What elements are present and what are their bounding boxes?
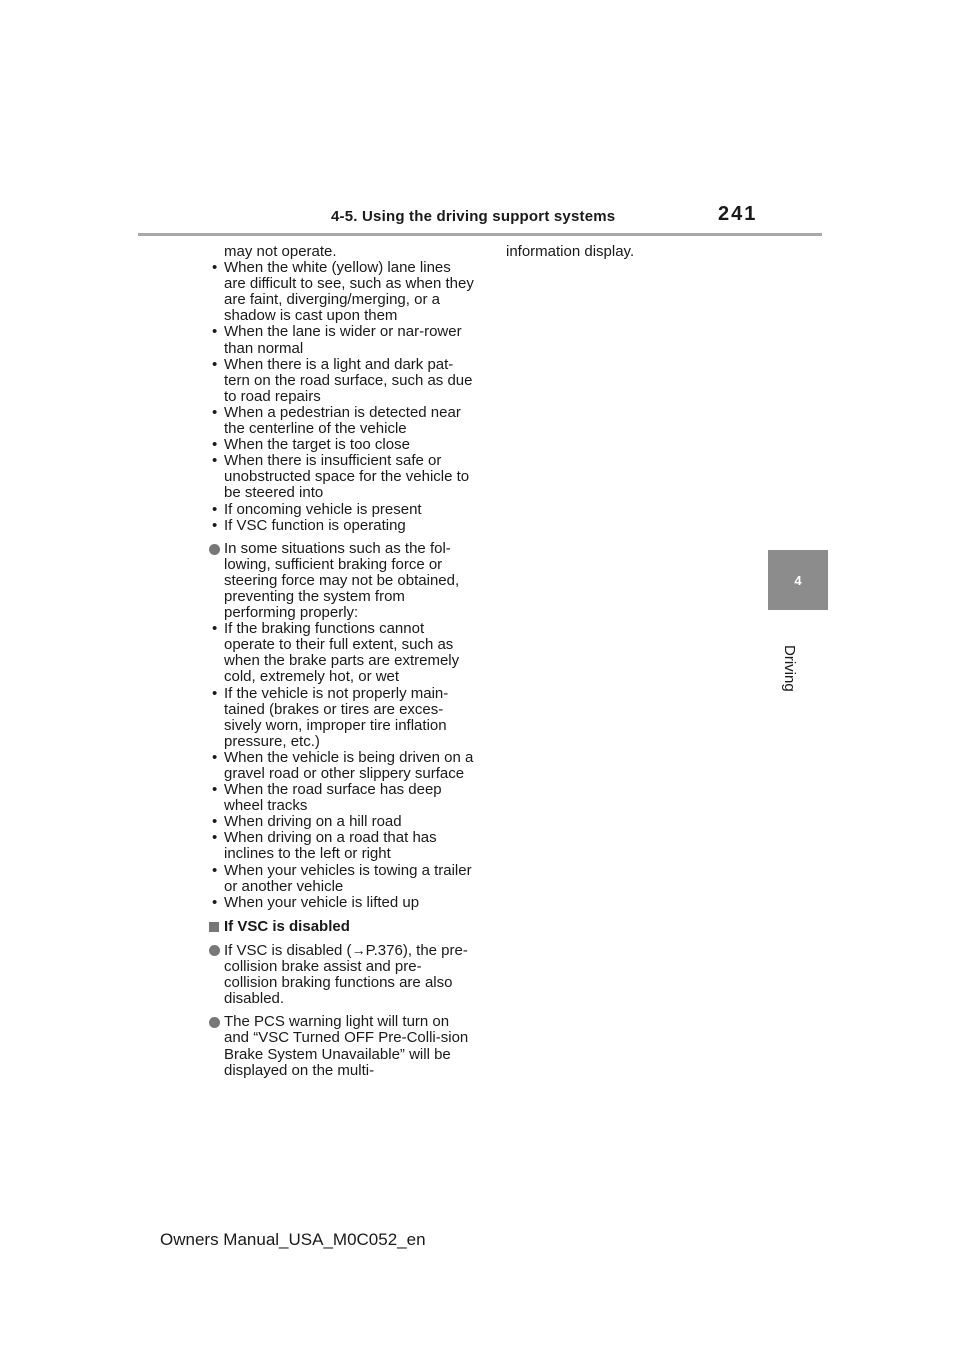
page-reference-link[interactable]: P.376), the pre-collision brake assist and pre-collision braking functions are also disabled. xyxy=(224,941,468,1008)
chapter-tab[interactable] xyxy=(768,550,828,610)
list-item: • When there is insufficient safe or unobstructed space for the vehicle to be steered into xyxy=(209,453,474,501)
header-divider xyxy=(138,233,822,236)
right-column xyxy=(506,244,756,260)
note-paragraph xyxy=(209,541,474,621)
list-item: • When the vehicle is being driven on a gravel road or other slippery surface xyxy=(209,750,474,782)
list-item: • When driving on a road that has inclines to the left or right xyxy=(209,830,474,862)
footer-text: Owners Manual_USA_M0C052_en xyxy=(160,1230,426,1249)
circle-bullet-icon xyxy=(209,544,220,555)
continued-text: information display. xyxy=(506,243,635,260)
condition-list xyxy=(209,260,474,534)
list-item: • When your vehicles is towing a trailer or another vehicle xyxy=(209,863,474,895)
subheading xyxy=(209,919,474,935)
list-item: • If the vehicle is not properly main-tained (brakes or tires are exces-sively worn, improper tire inflation pressure, etc.) xyxy=(209,686,474,750)
list-item: • When a pedestrian is detected near the centerline of the vehicle xyxy=(209,405,474,437)
list-item: • If the braking functions cannot operate to their full extent, such as when the brake parts are extremely cold, extremely hot, or wet xyxy=(209,621,474,685)
list-item: • If oncoming vehicle is present xyxy=(209,502,474,518)
square-bullet-icon xyxy=(209,922,219,932)
list-item: • When driving on a hill road xyxy=(209,814,474,830)
chapter-number: 4 xyxy=(794,572,802,588)
note-text: The PCS warning light will turn on and “VSC Turned OFF Pre-Colli-sion Brake System Unavailable” will be displayed on the multi- xyxy=(224,1013,469,1079)
list-item: • When your vehicle is lifted up xyxy=(209,895,474,911)
note-paragraph xyxy=(209,1014,474,1078)
continued-text: may not operate. xyxy=(224,243,337,260)
page-number: 241 xyxy=(718,203,758,225)
left-column xyxy=(209,244,474,1079)
note-paragraph xyxy=(209,942,474,1007)
list-item: • When the target is too close xyxy=(209,437,474,453)
note-text: In some situations such as the fol-lowing, sufficient braking force or steering force may not be obtained, preventing the system from performing properly: xyxy=(224,539,460,622)
note-text: If VSC is disabled ( xyxy=(224,941,352,959)
arrow-right-icon: → xyxy=(351,941,366,958)
list-item: • When the white (yellow) lane lines are difficult to see, such as when they are faint, diverging/merging, or a shadow is cast upon them xyxy=(209,260,474,324)
list-item: • When the road surface has deep wheel tracks xyxy=(209,782,474,814)
subheading-text: If VSC is disabled xyxy=(224,917,350,935)
list-item: • If VSC function is operating xyxy=(209,518,474,534)
section-title: 4-5. Using the driving support systems xyxy=(331,208,616,225)
circle-bullet-icon xyxy=(209,945,220,956)
list-item: • When there is a light and dark pat-tern on the road surface, such as due to road repairs xyxy=(209,357,474,405)
chapter-label: Driving xyxy=(781,645,798,692)
list-item: • When the lane is wider or nar-rower than normal xyxy=(209,324,474,356)
braking-condition-list xyxy=(209,621,474,911)
circle-bullet-icon xyxy=(209,1017,220,1028)
